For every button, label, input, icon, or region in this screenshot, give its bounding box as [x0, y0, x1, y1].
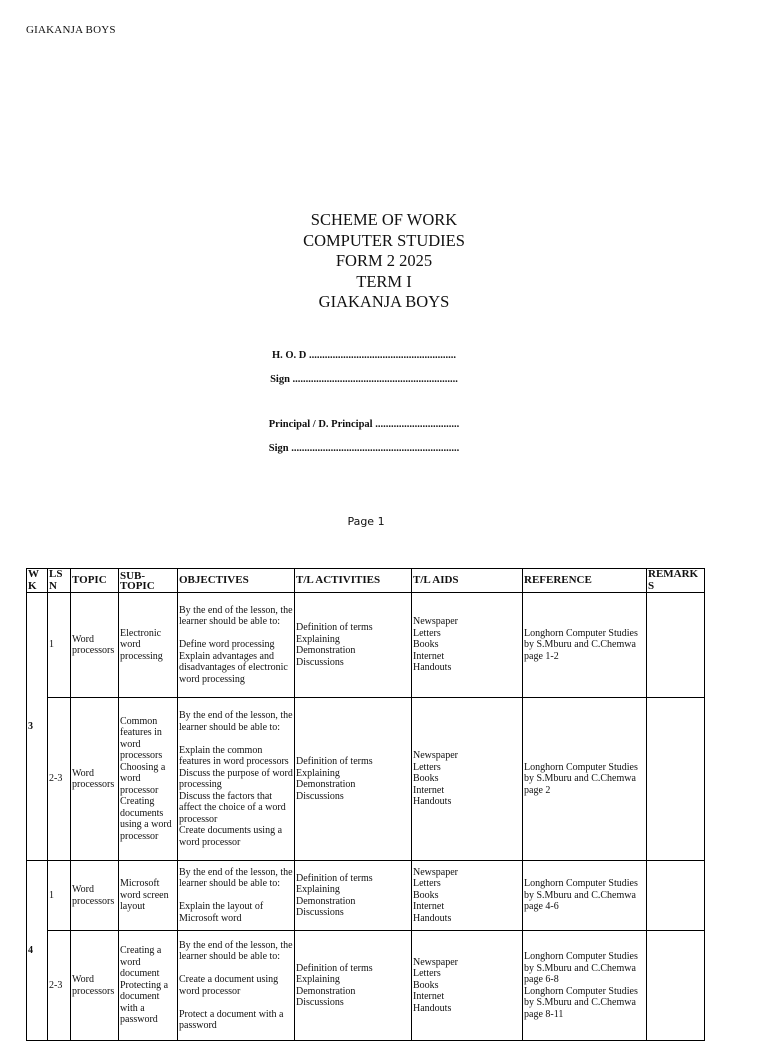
- lesson-number: 2-3: [48, 698, 71, 861]
- reference-item: Longhorn Computer Studies by S.Mburu and C.Chemwa page 4-6: [524, 878, 638, 913]
- aids-cell: [412, 698, 523, 861]
- objective-item: Explain the layout of Microsoft word: [179, 901, 264, 924]
- aid-item: Handouts: [413, 662, 452, 674]
- aid-item: Internet: [413, 901, 445, 913]
- objective-item: Explain advantages and disadvantages of electronic word processing: [179, 650, 288, 685]
- activity-item: Demonstration: [296, 645, 356, 656]
- reference-cell: [523, 861, 647, 931]
- objectives-intro: By the end of the lesson, the learner should be able to:: [179, 604, 293, 628]
- header-reference: REFERENCE: [523, 569, 647, 593]
- aid-item: Letters: [413, 627, 441, 639]
- aid-item: Letters: [413, 968, 441, 980]
- activity-item: Explaining: [296, 974, 340, 985]
- lesson-number: 1: [48, 593, 71, 698]
- reference-item: Longhorn Computer Studies by S.Mburu and C.Chemwa page 8-11: [524, 985, 638, 1020]
- activities-cell: [295, 931, 412, 1041]
- activity-item: Explaining: [296, 884, 340, 895]
- page-number: Page 1: [347, 515, 385, 528]
- week-number: 3: [27, 593, 48, 861]
- subtopic-cell: Microsoft word screen layout: [119, 861, 178, 931]
- topic-cell: Word processors: [71, 931, 119, 1041]
- activity-item: Discussions: [296, 997, 344, 1008]
- aid-item: Books: [413, 979, 439, 991]
- aid-item: Handouts: [413, 912, 452, 924]
- objectives-cell: [178, 593, 295, 698]
- aid-item: Books: [413, 773, 439, 785]
- topic-cell: Word processors: [71, 861, 119, 931]
- header-lsn: LSN: [48, 569, 71, 593]
- aid-item: Letters: [413, 761, 441, 773]
- objectives-intro: By the end of the lesson, the learner should be able to:: [179, 710, 293, 733]
- activity-item: Explaining: [296, 767, 340, 779]
- activity-item: Explaining: [296, 633, 340, 645]
- objective-item: Define word processing: [179, 639, 275, 651]
- activity-item: Definition of terms: [296, 622, 373, 633]
- table-header-row: [27, 569, 705, 593]
- objective-item: Create documents using a word processor: [179, 825, 283, 848]
- objectives-cell: [178, 861, 295, 931]
- objective-item: Explain the common features in word processors: [179, 744, 289, 767]
- activities-cell: [295, 698, 412, 861]
- reference-item: Longhorn Computer Studies by S.Mburu and C.Chemwa page 2: [524, 761, 638, 796]
- remarks-cell: [647, 931, 705, 1041]
- subtopic-cell: Electronic word processing: [119, 593, 178, 698]
- title-line: FORM 2 2025: [335, 251, 433, 271]
- activity-item: Definition of terms: [296, 872, 373, 884]
- aid-item: Handouts: [413, 796, 452, 808]
- subtopic-cell: Creating a word document Protecting a document with a password: [119, 931, 178, 1041]
- objective-item: Discuss the purpose of word processing: [179, 767, 293, 790]
- title-line: SCHEME OF WORK: [310, 210, 458, 229]
- remarks-cell: [647, 861, 705, 931]
- aid-item: Newspaper: [413, 616, 458, 628]
- table-row: [27, 861, 705, 931]
- aid-item: Letters: [413, 878, 441, 890]
- scheme-of-work-table: [26, 568, 705, 1041]
- header-remarks: REMARKS: [647, 569, 705, 593]
- topic-cell: Word processors: [71, 698, 119, 861]
- aid-item: Books: [413, 889, 439, 901]
- objective-item: Create a document using word processor: [179, 974, 279, 997]
- objectives-cell: [178, 931, 295, 1041]
- subtopic-cell: Common features in word processors Choosing a word processor Creating documents using a word processor: [119, 698, 178, 861]
- aid-item: Internet: [413, 784, 445, 796]
- header-subtopic: SUB-TOPIC: [119, 569, 178, 593]
- activity-item: Definition of terms: [296, 962, 373, 974]
- aid-item: Internet: [413, 650, 445, 662]
- title-line: COMPUTER STUDIES: [303, 230, 465, 250]
- reference-item: Longhorn Computer Studies by S.Mburu and C.Chemwa page 1-2: [524, 627, 638, 662]
- principal-signature-line: Principal / D. Principal ................................: [268, 419, 460, 430]
- remarks-cell: [647, 593, 705, 698]
- table-row: [27, 593, 705, 698]
- objective-item: Discuss the factors that affect the choice of a word processor: [179, 790, 286, 825]
- header-topic: TOPIC: [71, 569, 119, 593]
- activities-cell: [295, 593, 412, 698]
- header-activities: T/L ACTIVITIES: [295, 569, 412, 593]
- table-row: [27, 931, 705, 1041]
- topic-cell: Word processors: [71, 593, 119, 698]
- header-objectives: OBJECTIVES: [178, 569, 295, 593]
- activity-item: Demonstration: [296, 779, 356, 790]
- aids-cell: [412, 931, 523, 1041]
- aid-item: Books: [413, 639, 439, 651]
- lesson-number: 1: [48, 861, 71, 931]
- title-line: GIAKANJA BOYS: [318, 292, 450, 312]
- activity-item: Definition of terms: [296, 756, 373, 767]
- objective-item: Protect a document with a password: [179, 1008, 284, 1031]
- week-number: 4: [27, 861, 48, 1041]
- activity-item: Demonstration: [296, 985, 356, 997]
- aid-item: Internet: [413, 991, 445, 1003]
- principal-sign-line: Sign ................................................................: [268, 443, 460, 454]
- aid-item: Handouts: [413, 1002, 452, 1014]
- hod-signature-line: H. O. D ........................................................: [271, 350, 457, 361]
- objectives-intro: By the end of the lesson, the learner should be able to:: [179, 866, 293, 890]
- objectives-intro: By the end of the lesson, the learner should be able to:: [179, 939, 293, 962]
- aid-item: Newspaper: [413, 956, 458, 968]
- title-line: TERM I: [356, 271, 412, 291]
- table-row: [27, 698, 705, 861]
- activity-item: Discussions: [296, 656, 344, 668]
- activities-cell: [295, 861, 412, 931]
- activity-item: Discussions: [296, 907, 344, 918]
- header-wk: WK: [27, 569, 48, 593]
- reference-item: Longhorn Computer Studies by S.Mburu and C.Chemwa page 6-8: [524, 951, 638, 985]
- document-title: [0, 210, 768, 313]
- activity-item: Discussions: [296, 790, 344, 802]
- aids-cell: [412, 593, 523, 698]
- reference-cell: [523, 931, 647, 1041]
- header-aids: T/L AIDS: [412, 569, 523, 593]
- lesson-number: 2-3: [48, 931, 71, 1041]
- reference-cell: [523, 593, 647, 698]
- page-header-school: GIAKANJA BOYS: [26, 24, 116, 36]
- activity-item: Demonstration: [296, 895, 356, 907]
- aids-cell: [412, 861, 523, 931]
- reference-cell: [523, 698, 647, 861]
- hod-sign-line: Sign ...............................................................: [270, 374, 458, 385]
- remarks-cell: [647, 698, 705, 861]
- aid-item: Newspaper: [413, 750, 458, 762]
- aid-item: Newspaper: [413, 866, 458, 878]
- objectives-cell: [178, 698, 295, 861]
